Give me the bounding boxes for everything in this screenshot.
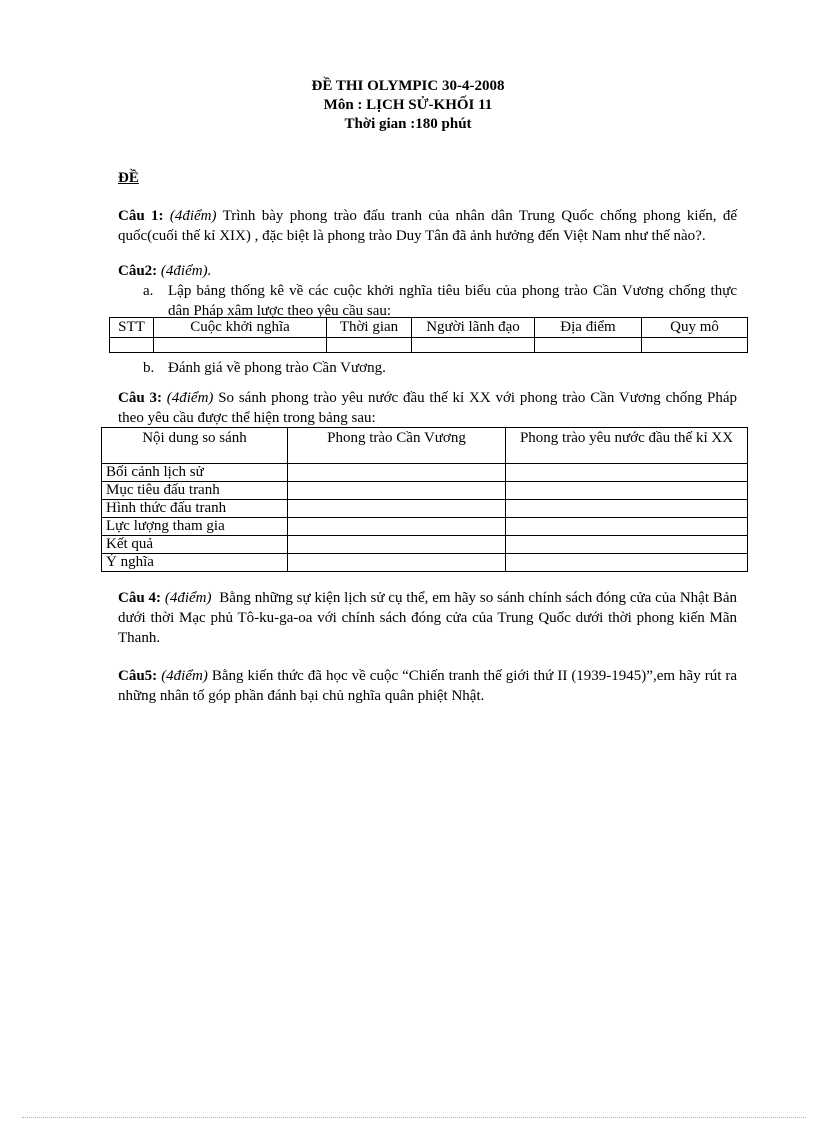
question-2-points: (4điểm). [160, 263, 212, 279]
question-1-text: Trình bày phong trào đấu tranh của nhân dân Trung Quốc chống phong kiến, đế quốc(cuối thế kỉ XIX) , đặc biệt là phong trào Duy Tân đã ảnh hưởng đến Việt Nam như thế nào?. [118, 208, 738, 244]
column-header-cuoc-khoi-nghia: Cuộc khởi nghĩa [154, 318, 327, 338]
empty-cell [412, 338, 535, 353]
question-3-label: Câu 3: [118, 390, 162, 406]
column-header-noi-dung: Nội dung so sánh [102, 428, 288, 464]
row-label: Bối cảnh lịch sử [102, 464, 288, 482]
empty-cell [327, 338, 412, 353]
column-header-dia-diem: Địa điểm [535, 318, 642, 338]
exam-subject: Môn : LỊCH SỬ-KHỐI 11 [323, 97, 493, 113]
item-a-text: Lập bảng thống kê về các cuộc khởi nghĩa tiêu biểu của phong trào Cần Vương chống thực dân Pháp xâm lược theo yêu cầu sau: [168, 283, 737, 319]
empty-cell [154, 338, 327, 353]
question-3 [118, 388, 737, 428]
column-header-yeu-nuoc-xx: Phong trào yêu nước đầu thế kỉ XX [506, 428, 748, 464]
column-header-can-vuong: Phong trào Cần Vương [288, 428, 506, 464]
so-sanh-row-muc-tieu [102, 482, 748, 500]
empty-cell [506, 500, 748, 518]
question-4-label: Câu 4: [118, 590, 162, 606]
khoi-nghia-table [109, 317, 748, 353]
empty-cell [288, 464, 506, 482]
question-4 [118, 588, 737, 648]
empty-cell [110, 338, 154, 353]
row-label: Mục tiêu đấu tranh [102, 482, 288, 500]
so-sanh-row-y-nghia [102, 554, 748, 572]
question-5-label: Câu5: [118, 668, 158, 684]
empty-cell [535, 338, 642, 353]
item-b-marker: b. [143, 360, 155, 376]
column-header-quy-mo: Quy mô [642, 318, 748, 338]
question-5-text: Bằng kiến thức đã học về cuộc “Chiến tranh thế giới thứ II (1939-1945)”,em hãy rút ra những nhân tố góp phần đánh bại chủ nghĩa quân phiệt Nhật. [118, 668, 738, 704]
so-sanh-row-hinh-thuc [102, 500, 748, 518]
so-sanh-row-luc-luong [102, 518, 748, 536]
empty-cell [288, 500, 506, 518]
empty-cell [288, 518, 506, 536]
question-2-item-b [143, 358, 737, 378]
question-1-points: (4điểm) [169, 208, 217, 224]
row-label: Hình thức đấu tranh [102, 500, 288, 518]
question-2-label: Câu2: [118, 263, 158, 279]
question-5 [118, 666, 737, 706]
so-sanh-row-ket-qua [102, 536, 748, 554]
khoi-nghia-table-empty-row [110, 338, 748, 353]
so-sanh-table [101, 427, 748, 572]
empty-cell [506, 554, 748, 572]
so-sanh-table-header-row [102, 428, 748, 464]
question-5-points: (4điểm) [161, 668, 208, 684]
question-2 [118, 261, 737, 281]
exam-duration: Thời gian :180 phút [344, 116, 472, 132]
column-header-thoi-gian: Thời gian [327, 318, 412, 338]
question-2-item-a [143, 281, 737, 321]
column-header-nguoi-lanh-dao: Người lãnh đạo [412, 318, 535, 338]
item-a-marker: a. [143, 283, 154, 299]
empty-cell [506, 482, 748, 500]
column-header-stt: STT [110, 318, 154, 338]
question-3-points: (4điểm) [166, 390, 214, 406]
section-label-de: ĐỀ [118, 170, 139, 186]
empty-cell [506, 536, 748, 554]
question-1-label: Câu 1: [118, 208, 164, 224]
empty-cell [642, 338, 748, 353]
empty-cell [506, 518, 748, 536]
question-4-points: (4điểm) [164, 590, 212, 606]
empty-cell [506, 464, 748, 482]
page-bottom-dotted-separator [22, 1117, 806, 1118]
exam-title: ĐỀ THI OLYMPIC 30-4-2008 [311, 78, 505, 94]
row-label: Kết quả [102, 536, 288, 554]
question-1 [118, 206, 737, 246]
row-label: Ý nghĩa [102, 554, 288, 572]
so-sanh-row-boi-canh [102, 464, 748, 482]
empty-cell [288, 536, 506, 554]
empty-cell [288, 482, 506, 500]
question-4-text: Bằng những sự kiện lịch sử cụ thể, em hãy so sánh chính sách đóng cửa của Nhật Bản dưới thời Mạc phủ Tô-ku-ga-oa với chính sách đóng cửa của Trung Quốc dưới thời phong kiến Mãn Thanh. [118, 590, 738, 646]
question-3-text: So sánh phong trào yêu nước đầu thế kỉ XX với phong trào Cần Vương chống Pháp theo yêu cầu được thể hiện trong bảng sau: [118, 390, 738, 426]
item-b-text: Đánh giá về phong trào Cần Vương. [168, 360, 386, 376]
empty-cell [288, 554, 506, 572]
document-header [0, 0, 816, 134]
row-label: Lực lượng tham gia [102, 518, 288, 536]
